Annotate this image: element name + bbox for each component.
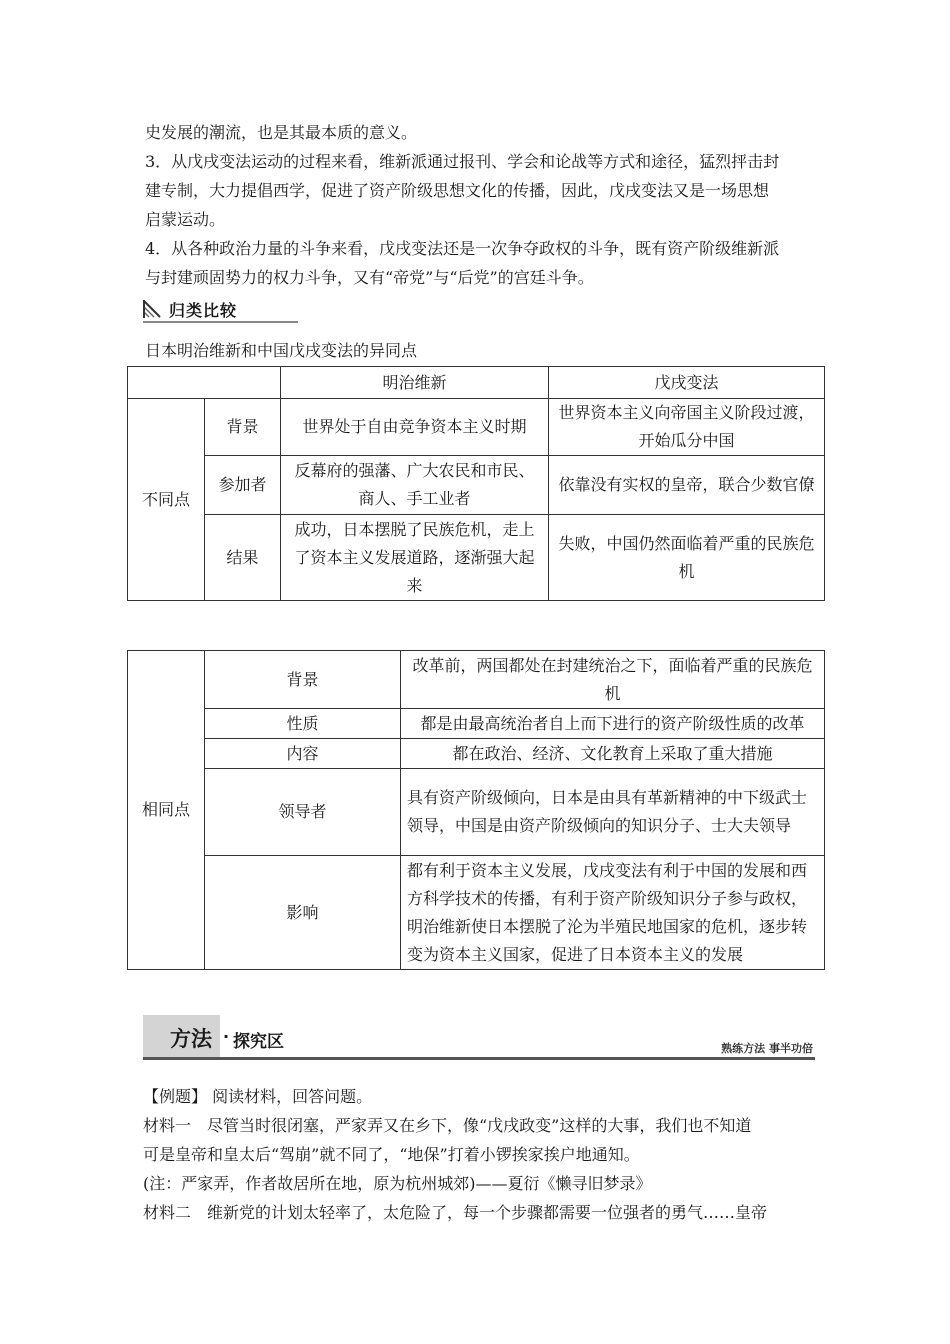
row-label: 背景 — [205, 651, 401, 709]
similarity-cell: 都在政治、经济、文化教育上采取了重大措施 — [401, 739, 825, 769]
example-line: (注：严家弄，作者故居所在地，原为杭州城郊)——夏衍《懒寻旧梦录》 — [143, 1174, 652, 1193]
intro-line: 建专制，大力提倡西学，促进了资产阶级思想文化的传播，因此，戊戌变法又是一场思想 — [145, 181, 770, 200]
similarity-cell: 都有利于资本主义发展，戊戌变法有利于中国的发展和西方科学技术的传播，有利于资产阶级知识分子参与政权，明治维新使日本摆脱了沦为半殖民地国家的危机，逐步转变为资本主义国家，促进了日本资本主义的发展 — [401, 856, 825, 970]
banner-dot: · — [223, 1027, 230, 1046]
table-row — [128, 769, 825, 856]
banner-rule — [143, 1057, 815, 1060]
table-row — [128, 739, 825, 769]
intro-line: 与封建顽固势力的权力斗争，又有“帝党”与“后党”的宫廷斗争。 — [145, 268, 594, 287]
banner-slogan: 熟练方法 事半功倍 — [721, 1042, 813, 1055]
similarity-cell: 改革前，两国都处在封建统治之下，面临着严重的民族危机 — [401, 651, 825, 709]
example-line: 材料一 尽管当时很闭塞，严家弄又在乡下，像“戊戌政变”这样的大事，我们也不知道 — [143, 1116, 752, 1135]
banner-subtitle: 探究区 — [233, 1032, 284, 1052]
intro-line: 4．从各种政治力量的斗争来看，戊戌变法还是一次争夺政权的斗争，既有资产阶级维新派 — [145, 239, 780, 258]
section-underline — [143, 321, 298, 323]
similarity-cell: 具有资产阶级倾向，日本是由具有革新精神的中下级武士领导，中国是由资产阶级倾向的知识分子、士大夫领导 — [401, 769, 825, 856]
group-label-similarities: 相同点 — [128, 651, 205, 970]
meiji-cell: 反幕府的强藩、广大农民和市民、商人、手工业者 — [281, 456, 549, 515]
table-caption: 日本明治维新和中国戊戌变法的异同点 — [145, 341, 418, 360]
intro-line: 3．从戊戌变法运动的过程来看，维新派通过报刊、学会和论战等方式和途径，猛烈抨击封 — [145, 152, 780, 171]
table-row — [128, 399, 825, 456]
header-wuxu: 戊戌变法 — [549, 367, 825, 399]
differences-table — [127, 366, 825, 601]
meiji-cell: 成功，日本摆脱了民族危机，走上了资本主义发展道路，逐渐强大起来 — [281, 515, 549, 601]
table-row — [128, 456, 825, 515]
meiji-cell: 世界处于自由竞争资本主义时期 — [281, 399, 549, 456]
example-line: 可是皇帝和皇太后“驾崩”就不同了，“地保”打着小锣挨家挨户地通知。 — [143, 1145, 640, 1164]
similarities-table — [127, 650, 825, 970]
table-row — [128, 709, 825, 739]
example-line: 【例题】 阅读材料，回答问题。 — [143, 1087, 373, 1106]
table-row — [128, 856, 825, 970]
similarity-cell: 都是由最高统治者自上而下进行的资产阶级性质的改革 — [401, 709, 825, 739]
header-meiji: 明治维新 — [281, 367, 549, 399]
section-heading — [143, 296, 298, 324]
example-line: 材料二 维新党的计划太轻率了，太危险了，每一个步骤都需要一位强者的勇气……皇帝 — [143, 1203, 768, 1222]
row-label: 结果 — [205, 515, 281, 601]
table-row — [128, 651, 825, 709]
intro-line: 启蒙运动。 — [145, 210, 226, 229]
header-empty-cell — [128, 367, 281, 399]
section-title: 归类比较 — [169, 301, 238, 320]
group-label-differences: 不同点 — [128, 399, 205, 601]
diagonal-stripe-icon — [143, 300, 161, 318]
wuxu-cell: 失败，中国仍然面临着严重的民族危机 — [549, 515, 825, 601]
example-paragraphs — [143, 1082, 823, 1227]
row-label: 背景 — [205, 399, 281, 456]
table-row — [128, 515, 825, 601]
table-header-row — [128, 367, 825, 399]
row-label: 影响 — [205, 856, 401, 970]
wuxu-cell: 世界资本主义向帝国主义阶段过渡，开始瓜分中国 — [549, 399, 825, 456]
intro-paragraphs — [145, 118, 825, 292]
wuxu-cell: 依靠没有实权的皇帝，联合少数官僚 — [549, 456, 825, 515]
banner-title: 方法 — [170, 1027, 212, 1051]
row-label: 性质 — [205, 709, 401, 739]
row-label: 领导者 — [205, 769, 401, 856]
row-label: 内容 — [205, 739, 401, 769]
method-banner — [143, 1015, 815, 1061]
row-label: 参加者 — [205, 456, 281, 515]
intro-line: 史发展的潮流，也是其最本质的意义。 — [145, 123, 418, 142]
